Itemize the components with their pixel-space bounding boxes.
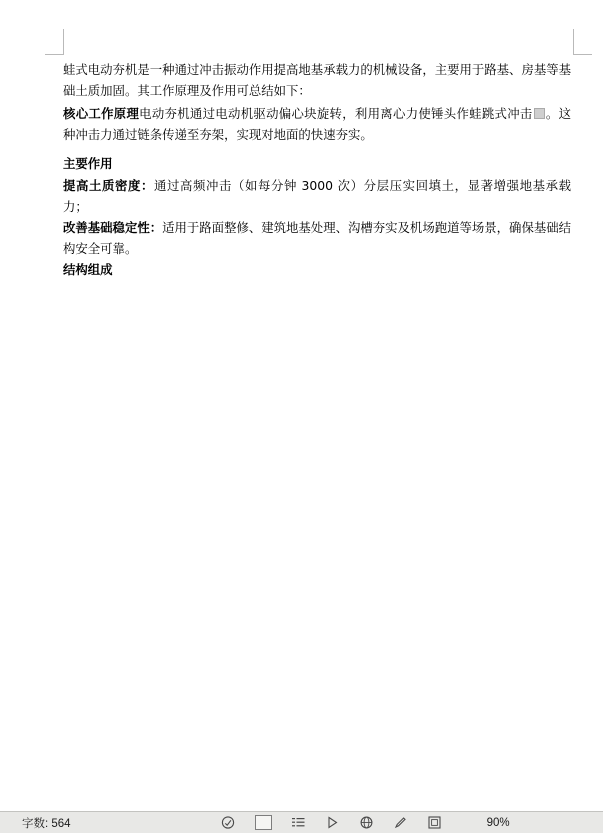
- spellcheck-icon[interactable]: [221, 815, 236, 830]
- paragraph-density-lead: 提高土质密度：: [63, 178, 154, 193]
- paragraph-density: [63, 175, 571, 217]
- paragraph-stability-lead: 改善基础稳定性：: [63, 220, 163, 235]
- inline-image-icon: [534, 108, 545, 119]
- margin-guide-left: [63, 29, 64, 55]
- presentation-icon[interactable]: [325, 815, 340, 830]
- paragraph-intro: [63, 59, 571, 101]
- paragraph-intro-text: 蛙式电动夯机是一种通过冲击振动作用提高地基承载力的机械设备，主要用于路基、房基等基础土质加固。其工作原理及作用可总结如下：: [63, 62, 572, 98]
- paragraph-principle-text: 电动夯机通过电动机驱动偏心块旋转，利用离心力使锤头作蛙跳式冲击: [139, 106, 533, 121]
- document-text-body[interactable]: [63, 59, 571, 281]
- paragraph-principle-lead: 核心工作原理: [63, 106, 140, 121]
- status-bar-tools: [221, 815, 510, 830]
- status-bar-left: [0, 815, 71, 831]
- paragraph-stability: [63, 217, 571, 259]
- paragraph-stability-text: 适用于路面整修、建筑地基处理、沟槽夯实及机场跑道等场景，确保基础结构安全可靠。: [63, 220, 572, 256]
- fit-page-icon[interactable]: [427, 815, 442, 830]
- paragraph-density-text: 通过高频冲击（如每分钟 3000 次）分层压实回填土，显著增强地基承载力；: [63, 178, 571, 214]
- zoom-level-label[interactable]: 90%: [486, 816, 510, 829]
- margin-guide-top-right: [573, 54, 592, 55]
- status-bar: [0, 811, 603, 833]
- page-view-icon[interactable]: [255, 815, 272, 830]
- paragraph-principle: [63, 103, 571, 145]
- heading-structure: 结构组成: [63, 262, 113, 277]
- word-count-label[interactable]: 字数: 564: [22, 817, 71, 830]
- margin-guide-right: [573, 29, 574, 55]
- globe-icon[interactable]: [359, 815, 374, 830]
- margin-guide-top-left: [45, 54, 64, 55]
- outline-view-icon[interactable]: [291, 815, 306, 830]
- pen-icon[interactable]: [393, 815, 408, 830]
- heading-main-uses: 主要作用: [63, 156, 113, 171]
- paragraph-principle-text-after: 。这种冲击力通过链条传递至夯架，实现对地面的快速夯实。: [63, 106, 572, 142]
